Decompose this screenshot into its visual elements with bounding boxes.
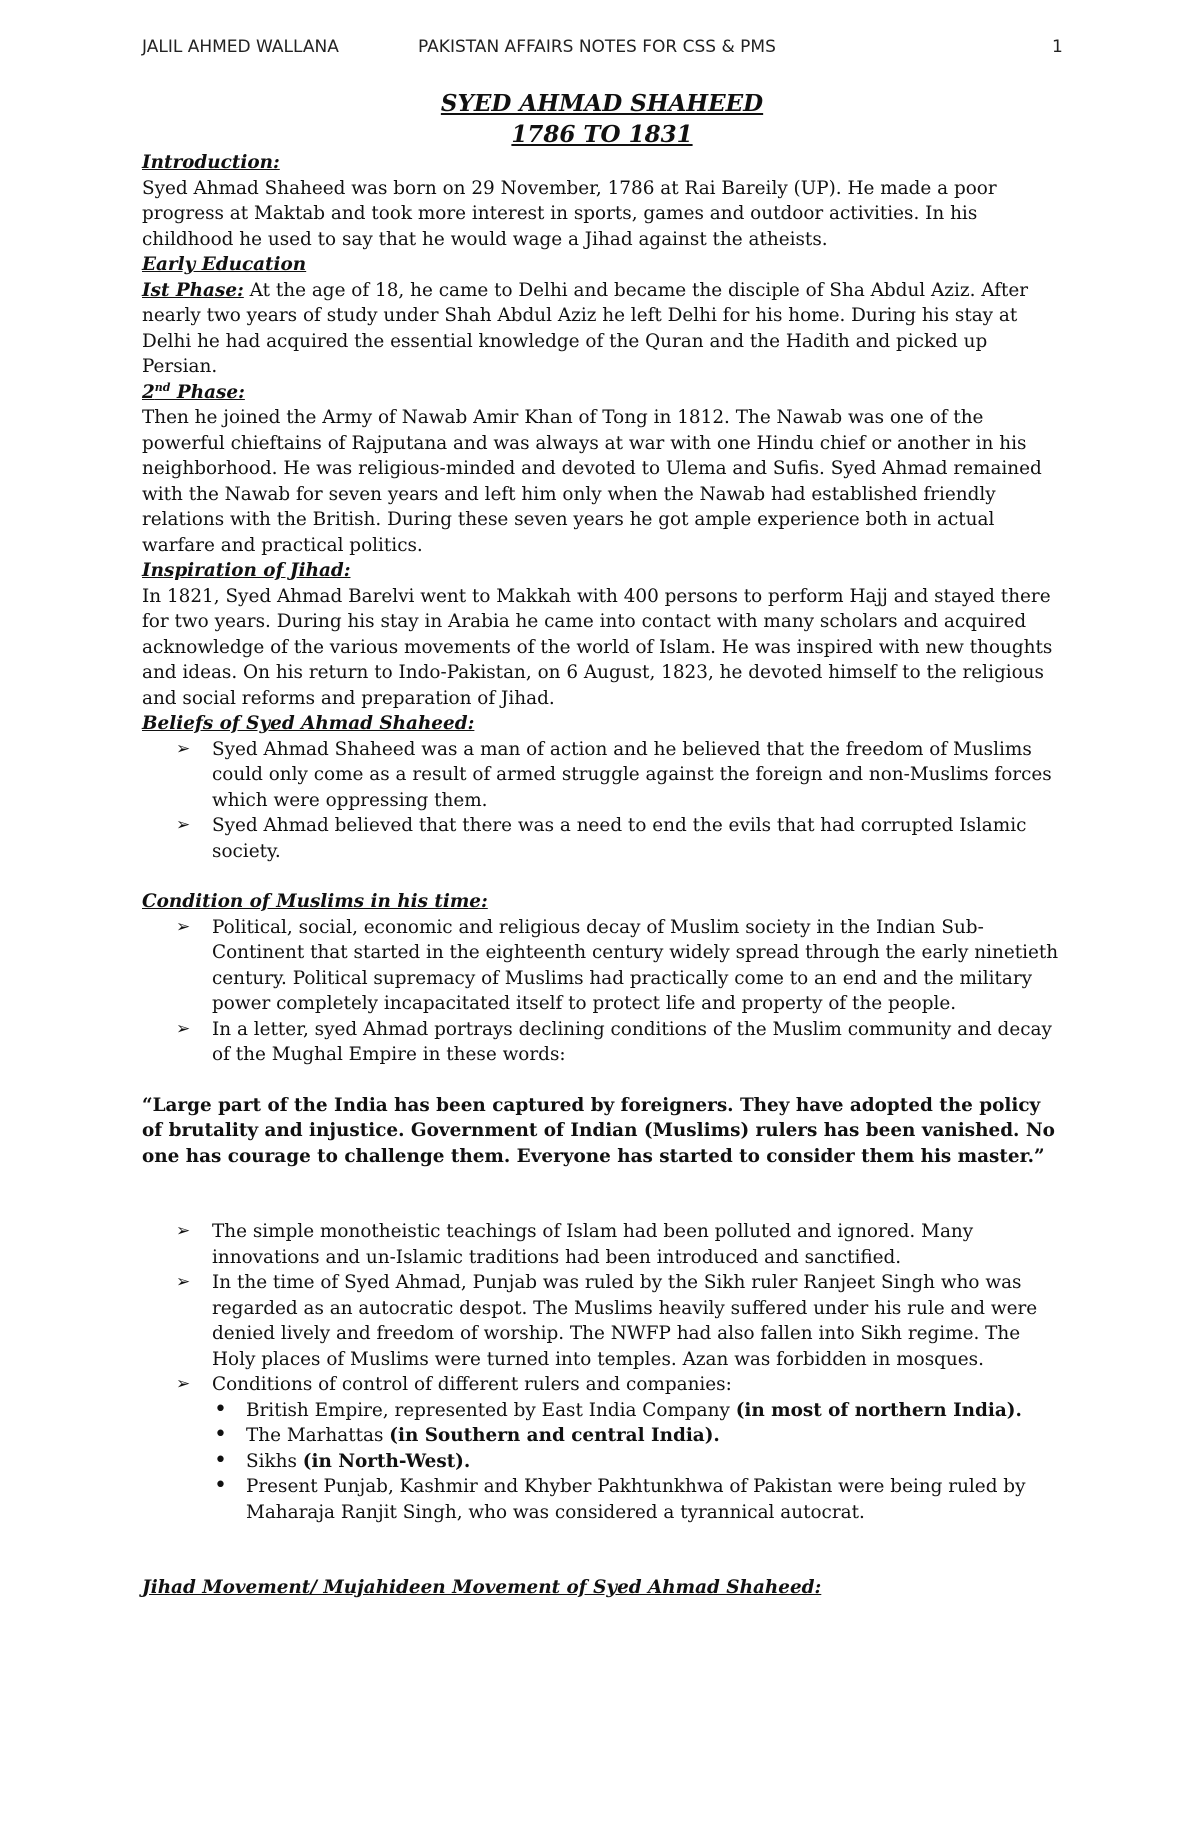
- list-item: ➢ In the time of Syed Ahmad, Punjab was ruled by the Sikh ruler Ranjeet Singh who was regarded as an autocratic despot. The Muslims heavily suffered under his rule and were denied lively and freedom of worship. The NWFP had also fallen into Sikh regime. The Holy places of Muslims were turned into temples. Azan was forbidden in mosques.: [212, 1270, 1062, 1372]
- list-item: • British Empire, represented by East India Company (in most of northern India).: [246, 1398, 1062, 1424]
- rulers-list: [212, 1398, 1062, 1526]
- beliefs-list: [142, 737, 1062, 865]
- page-title: SYED AHMAD SHAHEED: [440, 90, 764, 117]
- condition-heading: Condition of Muslims in his time:: [142, 891, 488, 912]
- phase2-heading: [142, 380, 1062, 406]
- inspiration-heading: Inspiration of Jihad:: [142, 560, 351, 581]
- introduction-heading: Introduction:: [142, 152, 280, 173]
- list-item: ➢ In a letter, syed Ahmad portrays declining conditions of the Muslim community and decay of the Mughal Empire in these words:: [212, 1017, 1062, 1068]
- list-item: ➢ The simple monotheistic teachings of Islam had been polluted and ignored. Many innovations and un-Islamic traditions had been introduced and sanctified.: [212, 1219, 1062, 1270]
- inspiration-text: In 1821, Syed Ahmad Barelvi went to Makkah with 400 persons to perform Hajj and stayed there for two years. During his stay in Arabia he came into contact with many scholars and acquired acknowledge of the various movements of the world of Islam. He was inspired with new thoughts and ideas. On his return to Indo-Pakistan, on 6 August, 1823, he devoted himself to the religious and social reforms and preparation of Jihad.: [142, 585, 1053, 709]
- phase2-superscript: nd: [154, 380, 171, 394]
- condition-list-continued: [142, 1219, 1062, 1525]
- quote-block: “Large part of the India has been captured by foreigners. They have adopted the policy of brutality and injustice. Government of Indian (Muslims) rulers has been vanished. No one has courage to challenge them. Everyone has started to consider them his master.”: [142, 1094, 1055, 1167]
- header-author: JALIL AHMED WALLANA: [142, 37, 339, 57]
- rulers-intro: Conditions of control of different rulers and companies:: [212, 1374, 732, 1395]
- header-course: PAKISTAN AFFAIRS NOTES FOR CSS & PMS: [418, 37, 776, 57]
- phase2-number: 2: [142, 381, 155, 403]
- early-education-heading: Early Education: [142, 254, 307, 275]
- list-item: • Sikhs (in North-West).: [246, 1449, 1062, 1475]
- document-body: [142, 88, 1062, 1601]
- phase2-text: Then he joined the Army of Nawab Amir Khan of Tong in 1812. The Nawab was one of the powerful chieftains of Rajputana and was always at war with one Hindu chief or another in his neighborhood. He was religious-minded and devoted to Ulema and Sufis. Syed Ahmad remained with the Nawab for seven years and left him only when the Nawab had established friendly relations with the British. During these seven years he got ample experience both in actual warfare and practical politics.: [142, 407, 1042, 556]
- page-subtitle: 1786 TO 1831: [511, 121, 693, 148]
- list-item: [212, 1372, 1062, 1525]
- list-item: ➢ Political, social, economic and religious decay of Muslim society in the Indian Sub-Continent that started in the eighteenth century widely spread through the early ninetieth century. Political supremacy of Muslims had practically come to an end and the military power completely incapacitated itself to protect life and property of the people.: [212, 915, 1062, 1017]
- header-page-number: 1: [1052, 37, 1063, 57]
- beliefs-heading: Beliefs of Syed Ahmad Shaheed:: [142, 713, 475, 734]
- list-item: • Present Punjab, Kashmir and Khyber Pakhtunkhwa of Pakistan were being ruled by Maharaja Ranjit Singh, who was considered a tyrannical autocrat.: [246, 1474, 1062, 1525]
- condition-list: [142, 915, 1062, 1068]
- introduction-text: Syed Ahmad Shaheed was born on 29 November, 1786 at Rai Bareily (UP). He made a poor progress at Maktab and took more interest in sports, games and outdoor activities. In his childhood he used to say that he would wage a Jihad against the atheists.: [142, 177, 997, 250]
- phase1-label: Ist Phase:: [142, 279, 244, 301]
- phase1-paragraph: [142, 278, 1062, 380]
- list-item: ➢ Syed Ahmad believed that there was a need to end the evils that had corrupted Islamic society.: [212, 813, 1062, 864]
- list-item: • The Marhattas (in Southern and central India).: [246, 1423, 1062, 1449]
- list-item: ➢ Syed Ahmad Shaheed was a man of action and he believed that the freedom of Muslims could only come as a result of armed struggle against the foreign and non-Muslims forces which were oppressing them.: [212, 737, 1062, 814]
- phase1-text: At the age of 18, he came to Delhi and became the disciple of Sha Abdul Aziz. After nearly two years of study under Shah Abdul Aziz he left Delhi for his home. During his stay at Delhi he had acquired the essential knowledge of the Quran and the Hadith and picked up Persian.: [142, 279, 1029, 377]
- jihad-movement-heading: Jihad Movement/ Mujahideen Movement of Syed Ahmad Shaheed:: [142, 1577, 822, 1598]
- phase2-word: Phase:: [170, 381, 245, 403]
